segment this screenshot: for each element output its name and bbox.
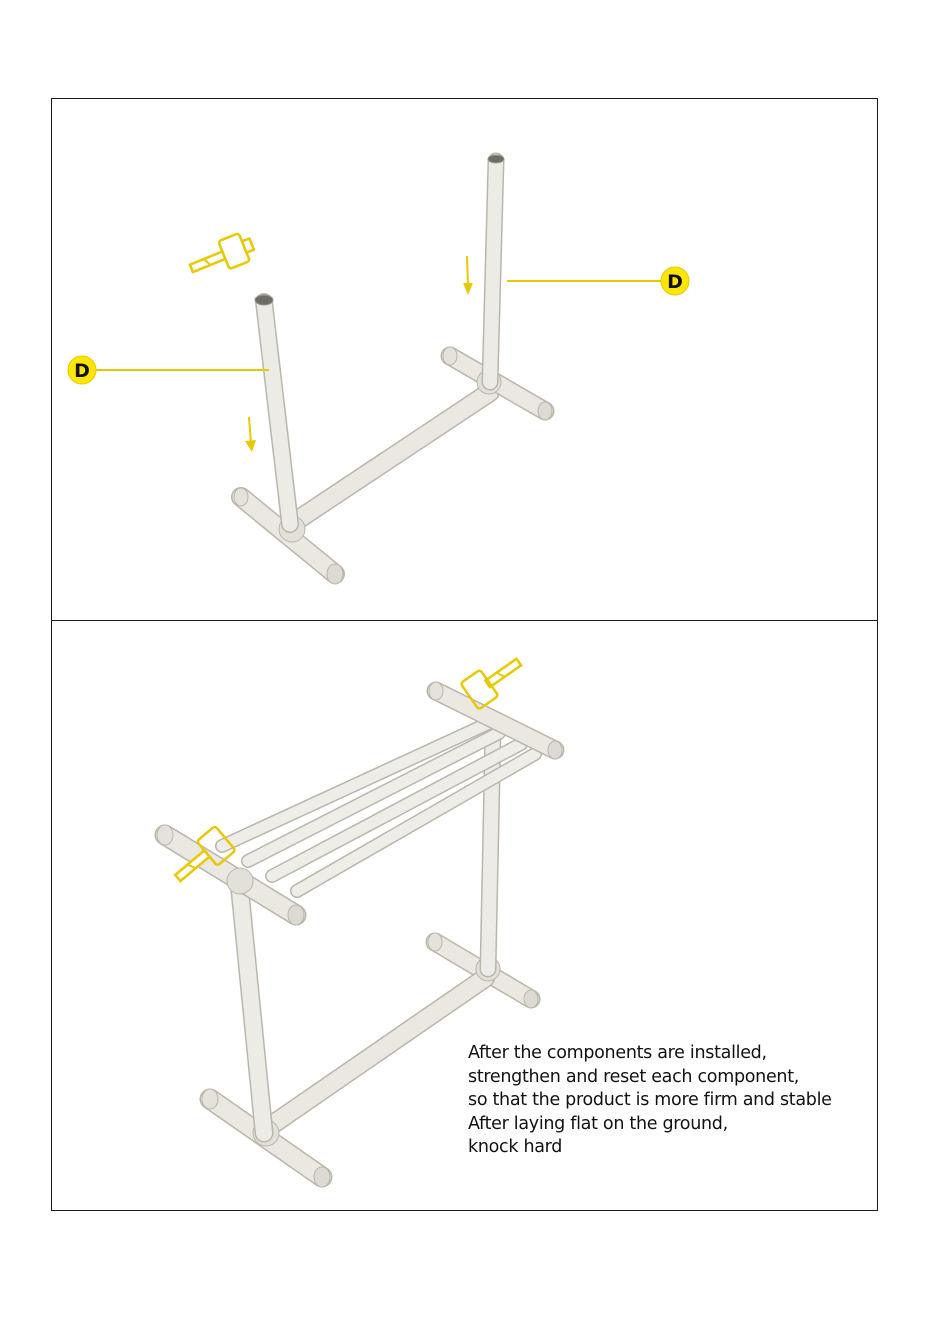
instruction-line: knock hard bbox=[468, 1137, 563, 1158]
part-d-callout bbox=[507, 267, 689, 295]
assembly-step-panel-1 bbox=[51, 98, 878, 621]
part-d-callout bbox=[68, 356, 269, 384]
instruction-line: After the components are installed, bbox=[468, 1043, 767, 1063]
part-label: D bbox=[667, 271, 683, 293]
instruction-line: so that the product is more firm and stable bbox=[468, 1090, 832, 1111]
end-cap bbox=[538, 402, 552, 420]
down-arrow-icon bbox=[245, 417, 256, 452]
instruction-line: strengthen and reset each component, bbox=[468, 1066, 800, 1087]
mallet-icon bbox=[186, 230, 258, 282]
assembly-step-panel-2 bbox=[51, 620, 878, 1211]
instruction-text bbox=[468, 1042, 832, 1160]
part-label: D bbox=[74, 360, 90, 382]
instruction-line: After laying flat on the ground, bbox=[468, 1113, 728, 1134]
down-arrow-icon bbox=[463, 256, 473, 295]
rack-base-illustration bbox=[52, 99, 877, 620]
